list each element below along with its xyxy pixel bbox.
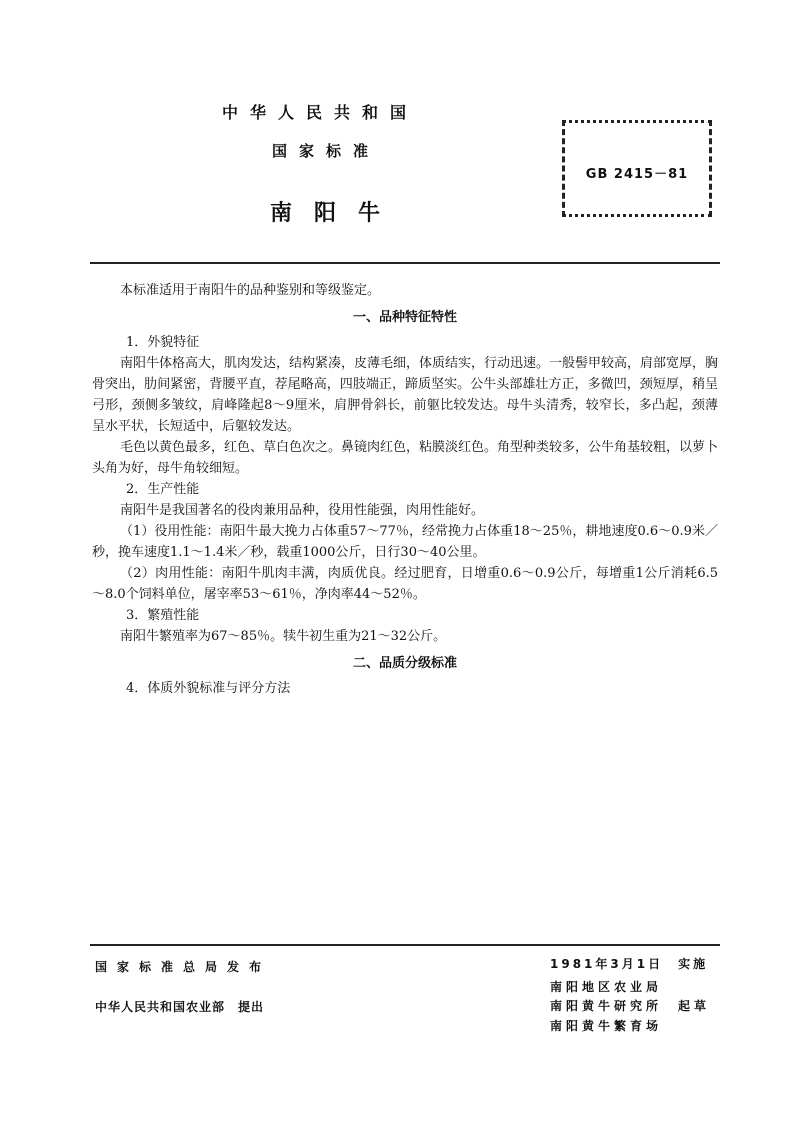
document-body xyxy=(92,280,718,699)
drafting-org: 南阳黄牛研究所 起草 xyxy=(550,999,711,1013)
paragraph: （2）肉用性能：南阳牛肌肉丰满，肉质优良。经过肥育，日增重0.6～0.9公斤，每增重1公斤消耗6.5～8.0个饲料单位，屠宰率53～61％，净肉率44～52％。 xyxy=(92,566,718,602)
country-name: 中华人民共和国 xyxy=(222,103,419,122)
paragraph: 南阳牛是我国著名的役肉兼用品种，役用性能强，肉用性能好。 xyxy=(120,503,485,518)
standard-code: GB 2415－81 xyxy=(585,167,689,182)
document-title: 南阳牛 xyxy=(270,201,403,226)
drafting-org: 南阳地区农业局 xyxy=(550,980,663,994)
section-heading: 二、品质分级标准 xyxy=(352,656,457,671)
item-title: 1．外貌特征 xyxy=(126,335,200,350)
section-heading: 一、品种特征特性 xyxy=(352,310,457,325)
proposer: 中华人民共和国农业部 提出 xyxy=(95,1000,265,1014)
paragraph: 南阳牛体格高大，肌肉发达，结构紧凑，皮薄毛细，体质结实，行动迅速。一般髻甲较高，肩部宽厚，胸骨突出，肋间紧密，背腰平直，荐尾略高，四肢端正，蹄质坚实。公牛头部雄壮方正，多微凹，颈短厚，稍呈弓形，颈侧多皱纹，肩峰隆起8～9厘米，肩胛骨斜长，前躯比较发达。母牛头清秀，较窄长，多凸起，颈薄呈水平状，长短适中，后躯较发达。 xyxy=(92,356,719,434)
standard-code-box xyxy=(562,120,712,217)
item-title: 3．繁殖性能 xyxy=(126,608,200,623)
header-divider xyxy=(90,262,720,264)
standard-type: 国家标准 xyxy=(272,142,381,160)
footer-divider xyxy=(90,944,720,946)
drafting-org: 南阳黄牛繁育场 xyxy=(550,1019,663,1033)
issuer: 国家标准总局发布 xyxy=(95,960,272,974)
intro-paragraph: 本标准适用于南阳牛的品种鉴别和等级鉴定。 xyxy=(120,283,381,298)
paragraph: （1）役用性能：南阳牛最大挽力占体重57～77％，经常挽力占体重18～25％，耕地速度0.6～0.9米／秒，挽车速度1.1～1.4米／秒，载重1000公斤，日行30～40公里。 xyxy=(92,524,718,560)
item-title: 2．生产性能 xyxy=(126,482,200,497)
paragraph: 南阳牛繁殖率为67～85％。犊牛初生重为21～32公斤。 xyxy=(120,629,447,644)
effective-date: 1981年3月1日 实施 xyxy=(550,957,709,971)
paragraph: 毛色以黄色最多，红色、草白色次之。鼻镜肉红色，粘膜淡红色。角型种类较多，公牛角基较粗，以萝卜头角为好，母牛角较细短。 xyxy=(92,440,719,476)
item-title: 4．体质外貌标准与评分方法 xyxy=(126,681,291,696)
